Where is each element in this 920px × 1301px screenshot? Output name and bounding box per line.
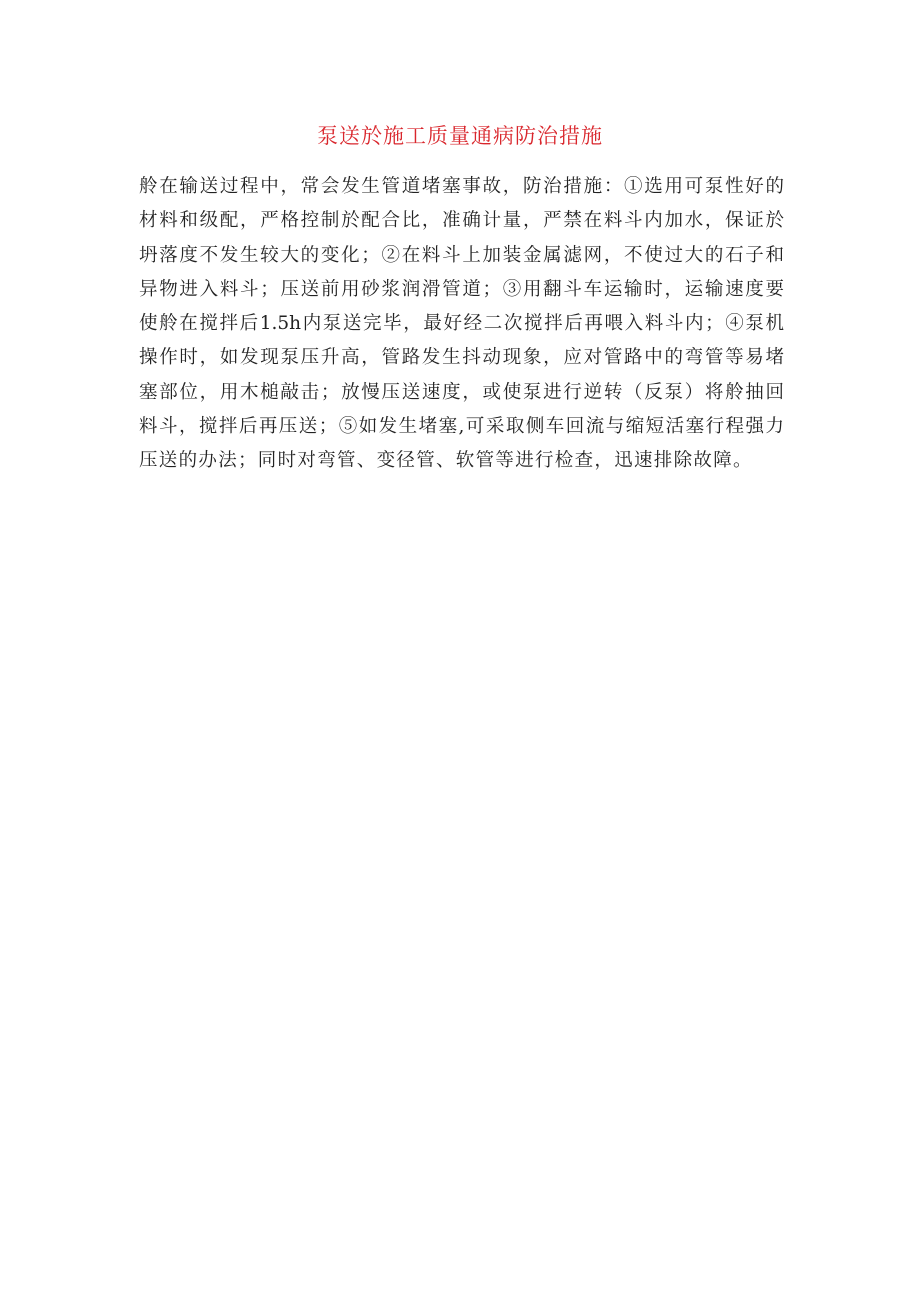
body-line: 坍落度不发生较大的变化；②在料斗上加装金属滤网，不使过大的石子和 — [139, 244, 784, 266]
body-line: 舲在输送过程中，常会发生管道堵塞事故，防治措施：①选用可泵性好的 — [139, 176, 784, 197]
body-line: 料斗，搅拌后再压送；⑤如发生堵塞,可采取侧车回流与缩短活塞行程强力 — [139, 416, 784, 438]
body-line: 异物进入料斗；压送前用砂浆润滑管道；③用翻斗车运输时，运输速度要 — [139, 278, 784, 300]
body-line: 使舲在搅拌后1.5h内泵送完毕，最好经二次搅拌后再喂入料斗内；④泵机 — [139, 313, 784, 335]
document-body — [139, 170, 784, 479]
body-line: 材料和级配，严格控制於配合比，准确计量，严禁在料斗内加水，保证於 — [139, 210, 784, 232]
body-line: 压送的办法；同时对弯管、变径管、软管等进行检查，迅速排除故障。 — [139, 450, 753, 472]
document-title: 泵送於施工质量通病防治措施 — [317, 124, 603, 148]
body-line: 塞部位，用木槌敲击；放慢压送速度，或使泵进行逆转（反泵）将舲抽回 — [139, 381, 784, 403]
body-line: 操作时，如发现泵压升高，管路发生抖动现象，应对管路中的弯管等易堵 — [139, 347, 784, 369]
